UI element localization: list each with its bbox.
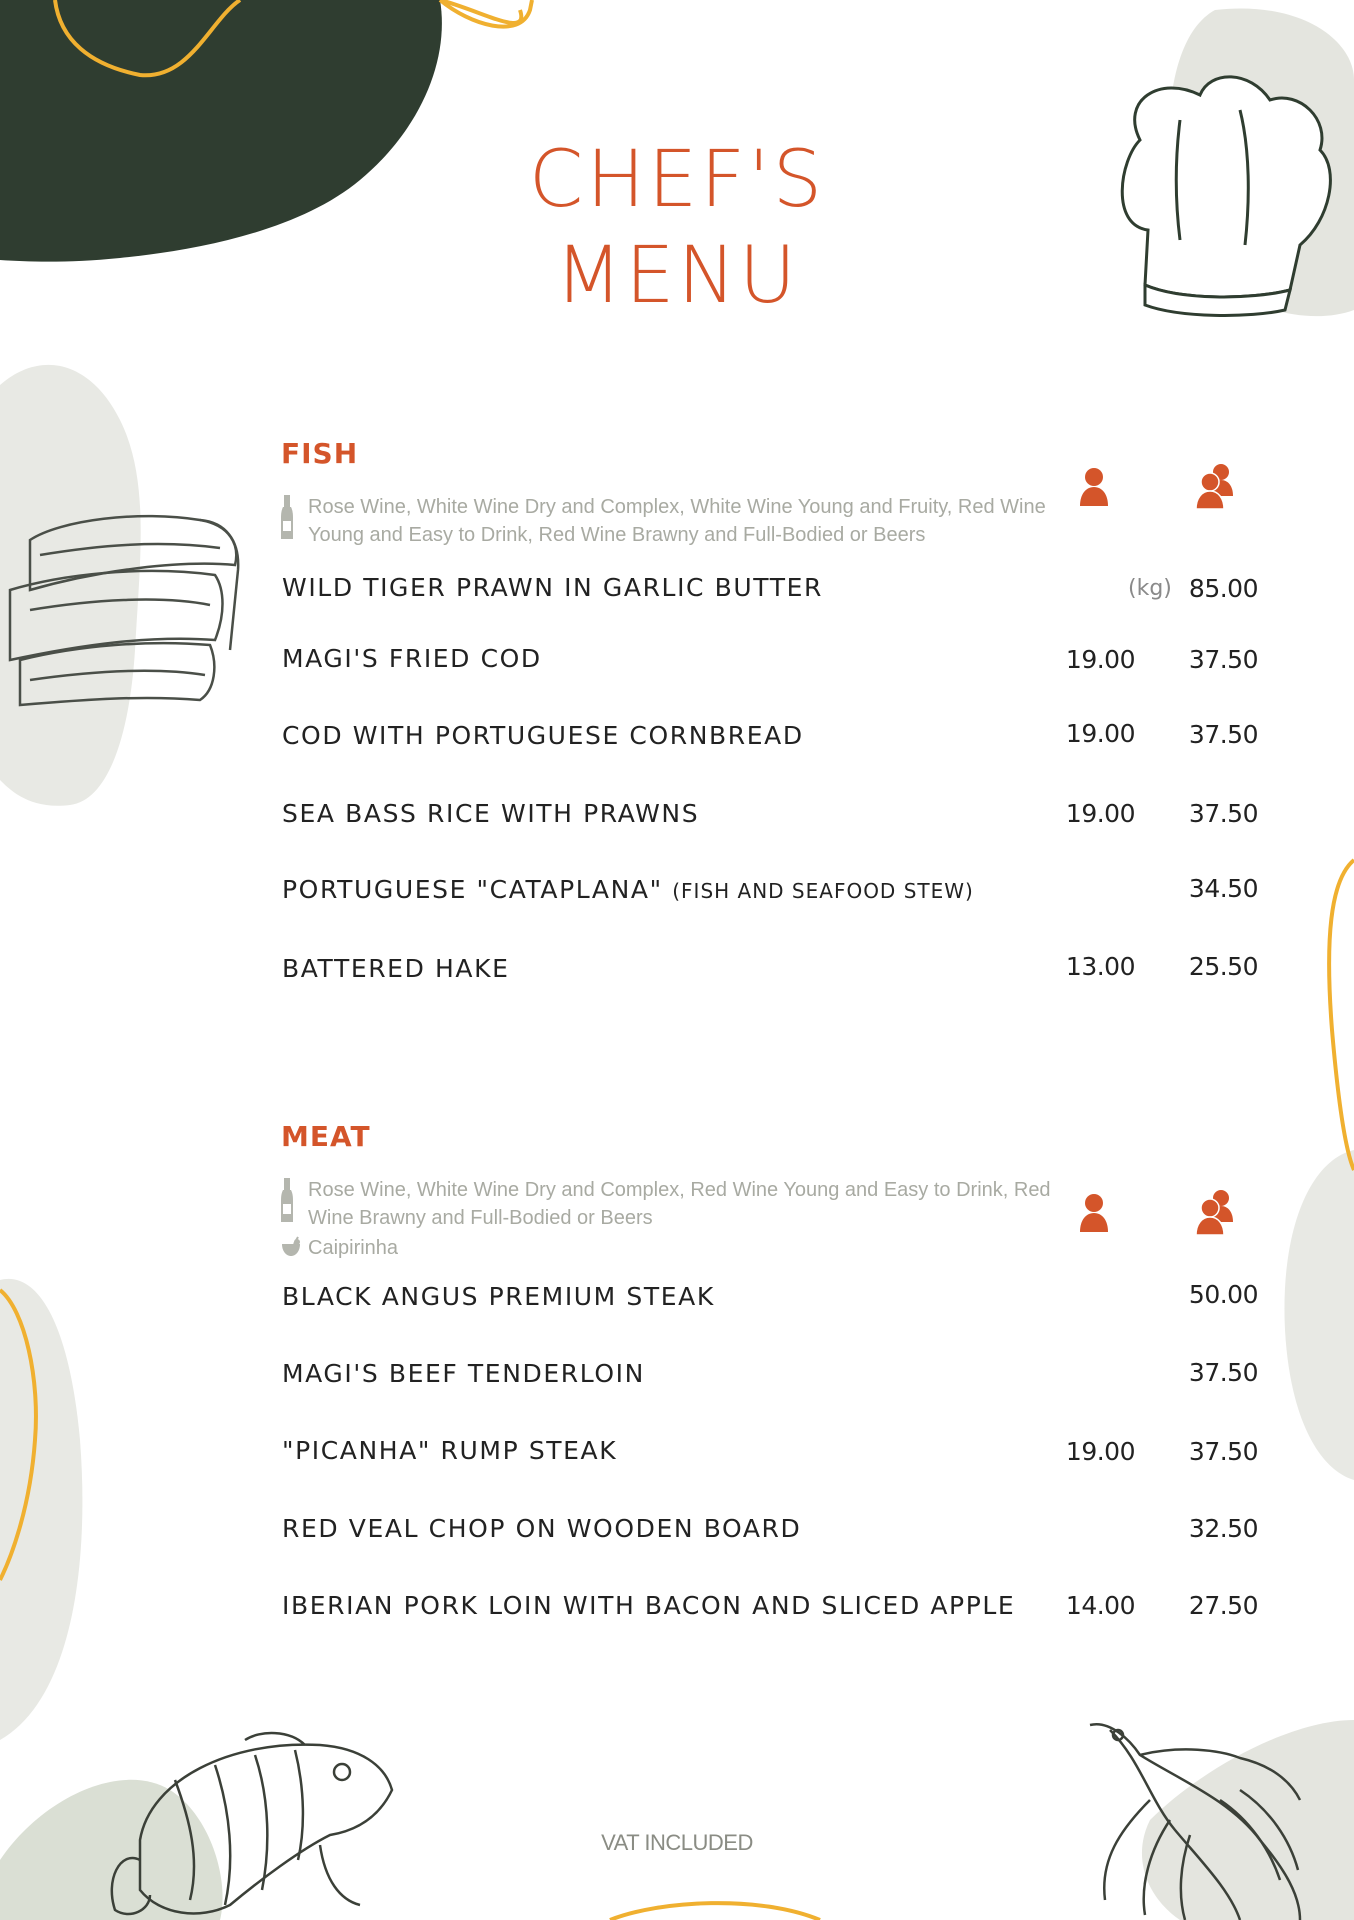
menu-item-name: MAGI'S FRIED COD	[282, 644, 542, 673]
menu-item-name-main: PORTUGUESE "CATAPLANA"	[282, 875, 663, 904]
price-single: 14.00	[1065, 1591, 1135, 1620]
price-double: 27.50	[1188, 1591, 1258, 1620]
person-icon	[1076, 1192, 1112, 1234]
yellow-line-right	[1329, 860, 1354, 1170]
price-double: 37.50	[1188, 720, 1258, 749]
menu-item-name: BLACK ANGUS PREMIUM STEAK	[282, 1282, 715, 1311]
price-unit: (kg)	[1128, 576, 1172, 601]
yellow-line-bottom	[610, 1903, 820, 1920]
price-double: 34.50	[1188, 874, 1258, 903]
menu-item-name: SEA BASS RICE WITH PRAWNS	[282, 799, 700, 828]
pale-blob-right	[1284, 1150, 1354, 1480]
meat-section-heading: MEAT	[281, 1120, 371, 1153]
menu-item-name	[282, 875, 974, 904]
price-double: 25.50	[1188, 952, 1258, 981]
fish-section-heading: FISH	[281, 437, 359, 470]
menu-item-name: MAGI'S BEEF TENDERLOIN	[282, 1359, 645, 1388]
menu-item-name: "PICANHA" RUMP STEAK	[282, 1436, 618, 1465]
page-title-line-2: MENU	[554, 231, 800, 321]
price-single: 19.00	[1065, 799, 1135, 828]
meat-pairing-text: Rose Wine, White Wine Dry and Complex, Red Wine Young and Easy to Drink, Red Wine Brawny and Full-Bodied or Beers	[308, 1179, 1051, 1229]
price-double: 37.50	[1188, 799, 1258, 828]
page-title-line-1: CHEF'S	[528, 135, 826, 225]
menu-item-name: BATTERED HAKE	[282, 954, 510, 983]
two-people-icon	[1193, 1188, 1237, 1236]
menu-item-name: COD WITH PORTUGUESE CORNBREAD	[282, 721, 804, 750]
price-single: 13.00	[1065, 952, 1135, 981]
pale-blob-left	[0, 365, 141, 806]
menu-item-name: RED VEAL CHOP ON WOODEN BOARD	[282, 1514, 802, 1543]
vat-notice: VAT INCLUDED	[601, 1830, 753, 1855]
meat-cocktail-text: Caipirinha	[308, 1237, 399, 1259]
price-single: 19.00	[1065, 719, 1135, 748]
price-single: 19.00	[1065, 1437, 1135, 1466]
price-double: 37.50	[1188, 645, 1258, 674]
cocktail-icon	[280, 1236, 302, 1258]
two-people-icon	[1193, 462, 1237, 510]
wine-bottle-icon	[280, 495, 294, 541]
price-single: 19.00	[1065, 645, 1135, 674]
price-double: 37.50	[1188, 1358, 1258, 1387]
price-double: 32.50	[1188, 1514, 1258, 1543]
menu-item-name-sub: (FISH AND SEAFOOD STEW)	[672, 879, 974, 903]
price-double: 85.00	[1188, 574, 1258, 603]
menu-item-name: IBERIAN PORK LOIN WITH BACON AND SLICED APPLE	[282, 1591, 1016, 1620]
price-double: 37.50	[1188, 1437, 1258, 1466]
fish-pairing-text: Rose Wine, White Wine Dry and Complex, White Wine Young and Fruity, Red Wine Young and Easy to Drink, Red Wine Brawny and Full-Bodied or Beers	[308, 496, 1046, 546]
menu-item-name: WILD TIGER PRAWN IN GARLIC BUTTER	[282, 573, 823, 602]
wine-bottle-icon	[280, 1178, 294, 1224]
pale-blob-left-bottom	[0, 1279, 82, 1740]
price-double: 50.00	[1188, 1280, 1258, 1309]
person-icon	[1076, 466, 1112, 508]
